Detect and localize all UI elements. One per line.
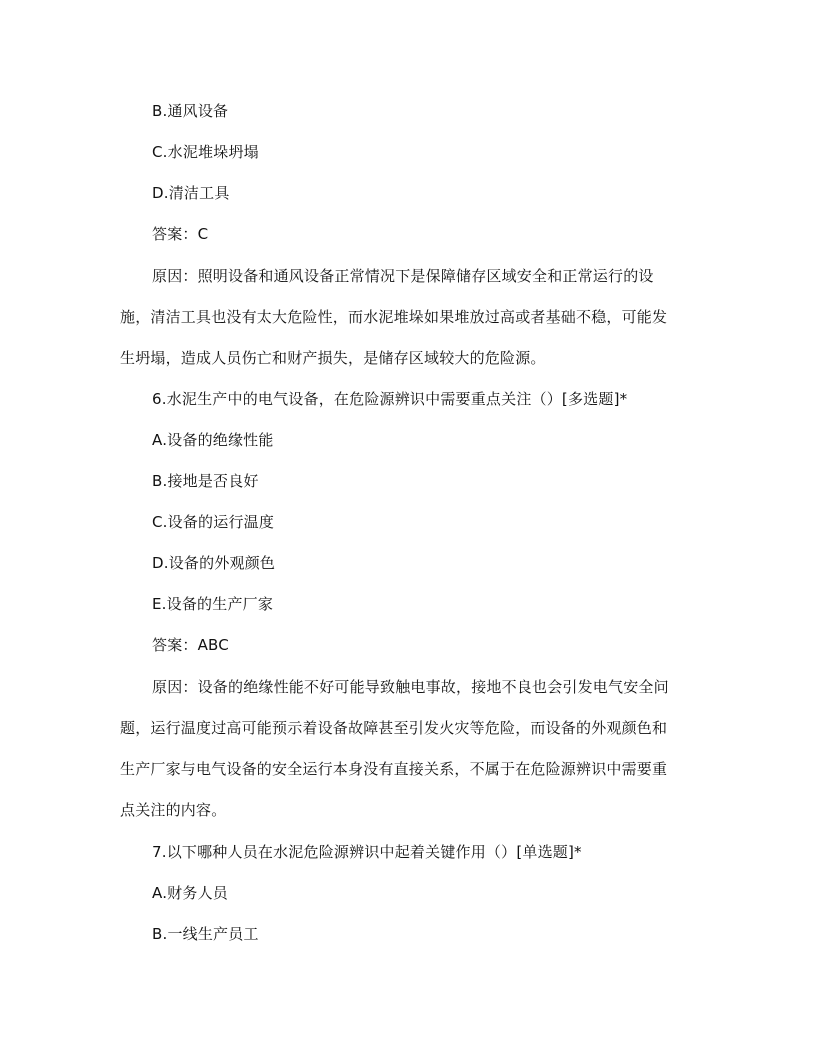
q7-option-a: A.财务人员 (152, 884, 228, 902)
q6-reason-line: 原因：设备的绝缘性能不好可能导致触电事故，接地不良也会引发电气安全问 (152, 678, 669, 696)
q5-reason-line: 原因：照明设备和通风设备正常情况下是保障储存区域安全和正常运行的设 (152, 267, 654, 285)
q5-option-d: D.清洁工具 (152, 184, 230, 202)
q6-option-c: C.设备的运行温度 (152, 513, 275, 531)
q5-reason-line: 施，清洁工具也没有太大危险性，而水泥堆垛如果堆放过高或者基础不稳，可能发 (120, 308, 668, 326)
q6-answer: 答案：ABC (152, 636, 229, 654)
q5-option-b: B.通风设备 (152, 102, 229, 120)
q6-option-d: D.设备的外观颜色 (152, 554, 276, 572)
q6-option-a: A.设备的绝缘性能 (152, 431, 274, 449)
q6-option-e: E.设备的生产厂家 (152, 595, 274, 613)
q6-option-b: B.接地是否良好 (152, 472, 259, 490)
q5-answer: 答案：C (152, 225, 209, 243)
q6-reason-line: 题，运行温度过高可能预示着设备故障甚至引发火灾等危险，而设备的外观颜色和 (120, 719, 668, 737)
q6-reason-line: 点关注的内容。 (120, 801, 227, 819)
q7-option-b: B.一线生产员工 (152, 925, 259, 943)
q7-question: 7.以下哪种人员在水泥危险源辨识中起着关键作用（）[单选题]* (152, 843, 582, 861)
q6-question: 6.水泥生产中的电气设备，在危险源辨识中需要重点关注（）[多选题]* (152, 390, 628, 408)
q6-reason-line: 生产厂家与电气设备的安全运行本身没有直接关系，不属于在危险源辨识中需要重 (120, 760, 668, 778)
q5-option-c: C.水泥堆垛坍塌 (152, 143, 259, 161)
q5-reason-line: 生坍塌，造成人员伤亡和财产损失，是储存区域较大的危险源。 (120, 349, 546, 367)
